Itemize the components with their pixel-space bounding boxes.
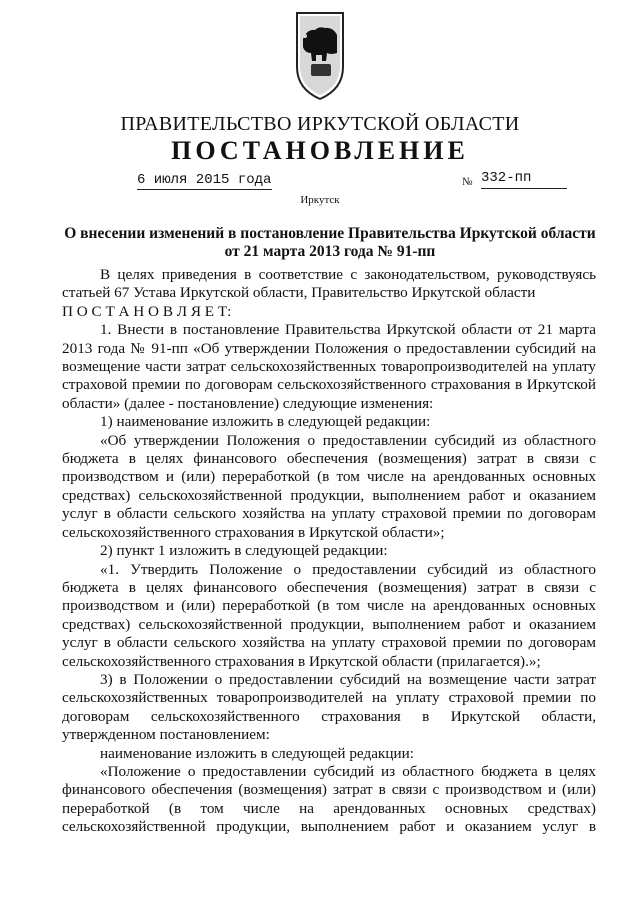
body-paragraph: «Об утверждении Положения о предоставлении субсидий из областного бюджета в целях финансового обеспечения (возмещения) затрат в связи с производством и (или) переработкой (в том числе на арендованных основных средствах) сельскохозяйственной продукции, выполнением работ и оказанием услуг в области сельского хозяйства на уплату страховой премии по договорам сельскохозяйственного страхования в Иркутской области»;: [62, 431, 596, 541]
city-name: Иркутск: [300, 194, 340, 206]
body-paragraph: «1. Утвердить Положение о предоставлении субсидий из областного бюджета в целях финансового обеспечения (возмещения) затрат в связи с производством и (или) переработкой (в том числе на арендованных основных средствах) сельскохозяйственной продукции, выполнением работ и оказанием услуг в области сельского хозяйства на уплату страховой премии по договорам сельскохозяйственного страхования в Иркутской области (прилагается).»;: [62, 560, 596, 670]
body-paragraph: В целях приведения в соответствие с законодательством, руководствуясь статьей 67 Устава Иркутской области, Правительство Иркутской области: [62, 266, 596, 302]
coat-of-arms-emblem: [289, 9, 351, 101]
body-paragraph: 2) пункт 1 изложить в следующей редакции:: [100, 542, 388, 560]
document-body: [62, 266, 596, 837]
number-label: №: [462, 176, 473, 188]
body-paragraph: наименование изложить в следующей редакции:: [100, 744, 414, 762]
title-line-2: от 21 марта 2013 года № 91-пп: [224, 243, 436, 260]
title-line-1: О внесении изменений в постановление Правительства Иркутской области: [64, 225, 596, 242]
body-paragraph: «Положение о предоставлении субсидий из областного бюджета в целях финансового обеспечения (возмещения) затрат в связи с производством и (или) переработкой (в том числе на арендованных основных средствах) сельскохозяйственной продукции, выполнением работ и оказанием услуг в: [62, 762, 596, 836]
resolves-heading: П О С Т А Н О В Л Я Е Т:: [62, 302, 232, 320]
body-paragraph: 1) наименование изложить в следующей редакции:: [100, 413, 431, 431]
body-paragraph: 1. Внести в постановление Правительства Иркутской области от 21 марта 2013 года № 91-пп «Об утверждении Положения о предоставлении субсидий на возмещение части затрат сельскохозяйственных товаропроизводителей на уплату страховой премии по договорам сельскохозяйственного страхования в Иркутской области» (далее - постановление) следующие изменения:: [62, 321, 596, 412]
government-name: ПРАВИТЕЛЬСТВО ИРКУТСКОЙ ОБЛАСТИ: [120, 113, 520, 135]
document-number: 332-пп: [481, 170, 567, 189]
body-paragraph: 3) в Положении о предоставлении субсидий на возмещение части затрат сельскохозяйственных товаропроизводителей на уплату страховой премии по договорам сельскохозяйственного страхования в Иркутской области, утвержденном постановлением:: [62, 670, 596, 744]
document-date: 6 июля 2015 года: [137, 172, 272, 188]
document-type-heading: ПОСТАНОВЛЕНИЕ: [171, 136, 469, 165]
document-title: [60, 225, 600, 261]
